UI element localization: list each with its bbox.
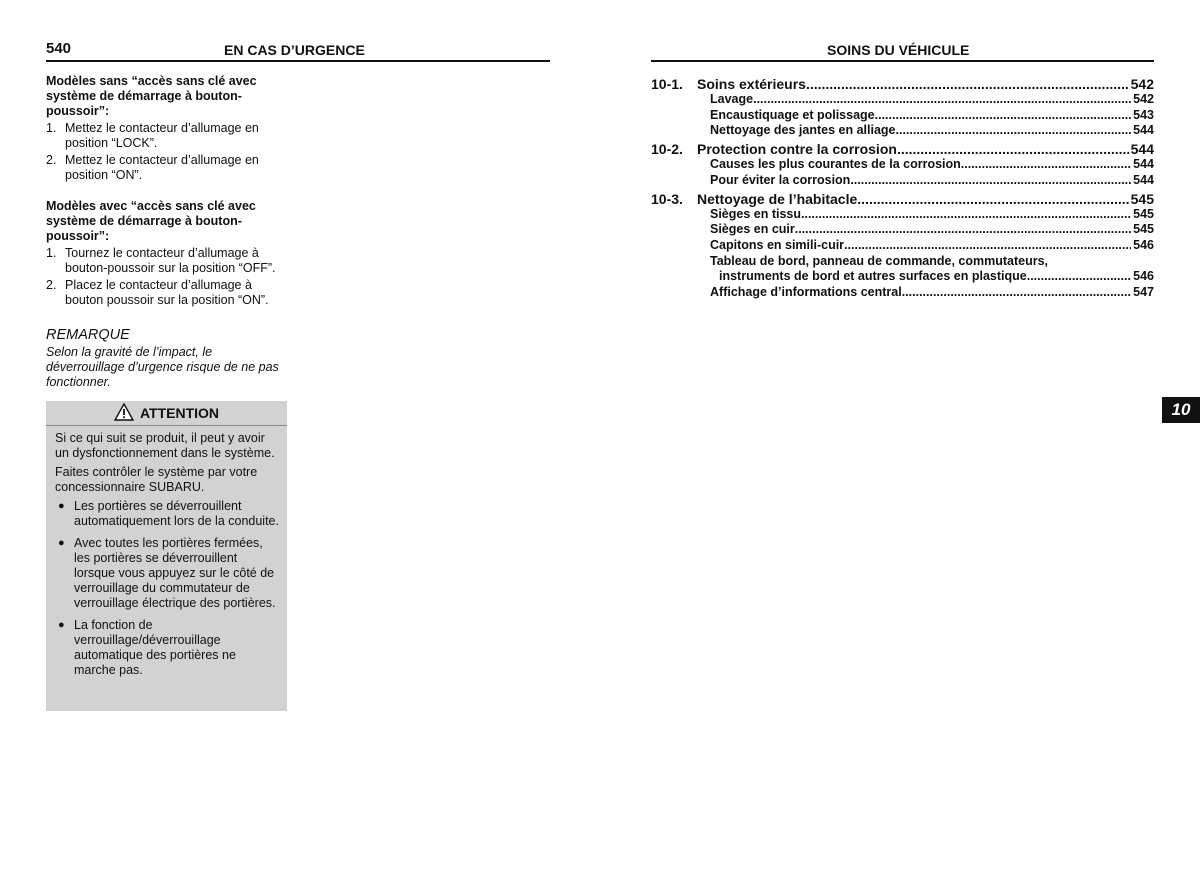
- toc-item[interactable]: Encaustiquage et polissage ..... 543: [651, 108, 1154, 124]
- attention-paragraph: Faites contrôler le système par votre concessionnaire SUBARU.: [55, 465, 258, 494]
- page-number: 540: [46, 40, 72, 57]
- attention-bullet: ● Les portières se déverrouillent automatiquement lors de la conduite.: [58, 499, 279, 528]
- right-page-header: [651, 40, 1154, 62]
- remark-body: Selon la gravité de l’impact, le déverrouillage d’urgence risque de ne pas fonctionner.: [46, 345, 279, 389]
- toc-chapter-10-3[interactable]: 10-3. Nettoyage de l’habitacle ..... 545: [651, 191, 1154, 207]
- step-item: 2. Placez le contacteur d’allumage à bouton poussoir sur la position “ON”.: [46, 278, 269, 307]
- left-page-header: [46, 40, 550, 62]
- toc-item[interactable]: Sièges en cuir ..... 545: [651, 222, 1154, 238]
- steps-with-keyless: [46, 246, 291, 308]
- attention-bullet: ● Avec toutes les portières fermées, les portières se déverrouillent lorsque vous appuyez sur le côté de verrouillage du commutateur de verrouillage électrique des portières.: [58, 536, 276, 610]
- toc-item[interactable]: Sièges en tissu ..... 545: [651, 207, 1154, 223]
- attention-title: ATTENTION: [139, 405, 220, 421]
- toc-item[interactable]: Affichage d’informations central ..... 547: [651, 285, 1154, 301]
- step-item: 2. Mettez le contacteur d’allumage en position “ON”.: [46, 153, 259, 182]
- table-of-contents: [651, 74, 1154, 301]
- toc-item[interactable]: Causes les plus courantes de la corrosion ..... 544: [651, 157, 1154, 173]
- warning-triangle-icon: [114, 403, 134, 424]
- section-heading-with-keyless: Modèles avec “accès sans clé avec système de démarrage à bouton-poussoir”:: [46, 199, 256, 243]
- attention-header: [46, 401, 287, 426]
- steps-without-keyless: [46, 121, 291, 183]
- bullet-icon: ●: [58, 500, 65, 512]
- toc-item[interactable]: Capitons en simili-cuir ..... 546: [651, 238, 1154, 254]
- toc-item[interactable]: Lavage ..... 542: [651, 92, 1154, 108]
- step-item: 1. Mettez le contacteur d’allumage en position “LOCK”.: [46, 121, 259, 150]
- chapter-tab[interactable]: 10: [1162, 397, 1200, 423]
- step-item: 1. Tournez le contacteur d’allumage à bouton-poussoir sur la position “OFF”.: [46, 246, 276, 275]
- toc-item[interactable]: Pour éviter la corrosion ..... 544: [651, 173, 1154, 189]
- toc-item[interactable]: Nettoyage des jantes en alliage ..... 544: [651, 123, 1154, 139]
- toc-chapter-10-1[interactable]: 10-1. Soins extérieurs ..... 542: [651, 76, 1154, 92]
- left-header-title: EN CAS D’URGENCE: [224, 42, 365, 58]
- attention-bullet: ● La fonction de verrouillage/déverrouillage automatique des portières ne marche pas.: [58, 618, 236, 677]
- right-header-title: SOINS DU VÉHICULE: [827, 42, 970, 58]
- section-heading-without-keyless: Modèles sans “accès sans clé avec système de démarrage à bouton-poussoir”:: [46, 74, 257, 118]
- attention-box: [46, 401, 287, 711]
- toc-item-multiline[interactable]: Tableau de bord, panneau de commande, commutateurs, instruments de bord et autres surfaces en plastique ..... 546: [651, 254, 1154, 285]
- remark-title: REMARQUE: [46, 327, 130, 343]
- attention-body: [46, 426, 287, 678]
- attention-paragraph: Si ce qui suit se produit, il peut y avoir un dysfonctionnement dans le système.: [55, 431, 275, 460]
- left-column: [46, 74, 291, 390]
- bullet-icon: ●: [58, 537, 65, 549]
- bullet-icon: ●: [58, 619, 65, 631]
- toc-chapter-10-2[interactable]: 10-2. Protection contre la corrosion ..... 544: [651, 141, 1154, 157]
- attention-bullet-list: [55, 499, 279, 678]
